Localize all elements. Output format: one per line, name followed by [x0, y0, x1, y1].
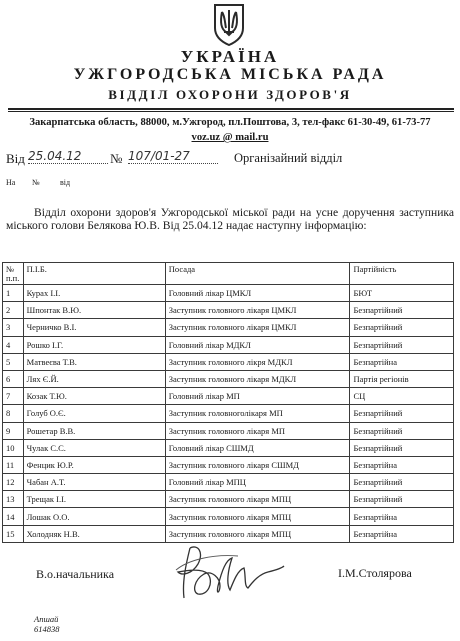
row-name: Чабан А.Т. — [23, 474, 165, 491]
signatory-role: В.о.начальника — [36, 567, 115, 581]
header-party: Партійність — [350, 263, 454, 285]
handwritten-number: 107/01-27 — [128, 149, 218, 164]
row-position: Заступник головноголікаря МП — [165, 405, 350, 422]
row-number: 3 — [3, 319, 24, 336]
on-label: На — [6, 178, 16, 187]
signatory-name: І.М.Столярова — [338, 566, 412, 580]
row-number: 7 — [3, 388, 24, 405]
row-number: 11 — [3, 456, 24, 473]
table-row — [3, 474, 454, 491]
row-party: Безпартійний — [350, 474, 454, 491]
intro-paragraph: Відділ охорони здоров'я Ужгородської міської ради на усне доручення заступника міського голови Белякова Ю.В. Від 25.04.12 надає наступну інформацію: — [6, 206, 454, 233]
row-party: Партія регіонів — [350, 370, 454, 387]
row-position: Головний лікар МПЦ — [165, 474, 350, 491]
row-name: Трещак І.І. — [23, 491, 165, 508]
row-position: Головний лікар СШМД — [165, 439, 350, 456]
row-position: Заступник головного лікаря МДКЛ — [165, 370, 350, 387]
row-party: Безпартійна — [350, 353, 454, 370]
number-label: № — [110, 151, 123, 166]
table-row — [3, 405, 454, 422]
council-heading: УЖГОРОДСЬКА МІСЬКА РАДА — [73, 66, 387, 83]
handwritten-date: 25.04.12 — [28, 149, 108, 164]
header-divider — [8, 108, 454, 110]
row-number: 2 — [3, 302, 24, 319]
row-party: СЦ — [350, 388, 454, 405]
table-row — [3, 388, 454, 405]
row-position: Заступник головного лікаря ЦМКЛ — [165, 319, 350, 336]
email-link[interactable]: voz.uz @ mail.ru — [191, 132, 269, 143]
header-name: П.І.Б. — [23, 263, 165, 285]
row-number: 1 — [3, 285, 24, 302]
row-number: 8 — [3, 405, 24, 422]
row-position: Головний лікар ЦМКЛ — [165, 285, 350, 302]
row-number: 5 — [3, 353, 24, 370]
row-party: БЮТ — [350, 285, 454, 302]
row-name: Фенцик Ю.Р. — [23, 456, 165, 473]
row-name: Черничко В.І. — [23, 319, 165, 336]
address-line: Закарпатська область, 88000, м.Ужгород, пл.Поштова, 3, тел-факс 61-30-49, 61-73-77 — [29, 117, 431, 128]
table-row — [3, 439, 454, 456]
row-party: Безпартійний — [350, 439, 454, 456]
row-position: Заступник головного лікаря МПЦ — [165, 491, 350, 508]
row-name: Шпонтак В.Ю. — [23, 302, 165, 319]
executor-name: Апшай — [34, 614, 59, 624]
header-position: Посада — [165, 263, 350, 285]
executor-block — [34, 614, 60, 634]
row-name: Чулак С.С. — [23, 439, 165, 456]
row-number: 13 — [3, 491, 24, 508]
table-row — [3, 456, 454, 473]
staff-table — [2, 262, 454, 543]
handwritten-signature — [168, 540, 286, 602]
executor-phone: 614838 — [34, 624, 60, 634]
table-row — [3, 285, 454, 302]
header-divider-thin — [8, 111, 454, 112]
row-party: Безпартійний — [350, 422, 454, 439]
row-position: Заступник головного лікаря МПЦ — [165, 525, 350, 542]
row-name: Курах І.І. — [23, 285, 165, 302]
header-number: № п.п. — [3, 263, 24, 285]
row-name: Лях Є.Й. — [23, 370, 165, 387]
row-party: Безпартійний — [350, 336, 454, 353]
row-name: Рошетар В.В. — [23, 422, 165, 439]
row-name: Холодняк Н.В. — [23, 525, 165, 542]
row-number: 4 — [3, 336, 24, 353]
table-header-row — [3, 263, 454, 285]
row-number: 9 — [3, 422, 24, 439]
on-number-label: № — [32, 178, 40, 187]
row-party: Безпартійний — [350, 302, 454, 319]
row-number: 15 — [3, 525, 24, 542]
table-row — [3, 508, 454, 525]
addressee: Організайний відділ — [234, 151, 343, 165]
row-name: Рошко І.Г. — [23, 336, 165, 353]
row-name: Голуб О.Є. — [23, 405, 165, 422]
trident-coat-of-arms-icon — [209, 2, 249, 46]
table-row — [3, 353, 454, 370]
row-position: Головний лікар МДКЛ — [165, 336, 350, 353]
row-number: 10 — [3, 439, 24, 456]
table-row — [3, 336, 454, 353]
row-number: 6 — [3, 370, 24, 387]
row-party: Безпартійний — [350, 491, 454, 508]
row-position: Заступник головного лікаря СШМД — [165, 456, 350, 473]
table-row — [3, 302, 454, 319]
reference-line — [6, 151, 456, 171]
on-from-label: від — [60, 178, 71, 187]
row-position: Заступник головного лікря МДКЛ — [165, 353, 350, 370]
row-party: Безпартійна — [350, 456, 454, 473]
row-number: 14 — [3, 508, 24, 525]
row-name: Козак Т.Ю. — [23, 388, 165, 405]
row-position: Головний лікар МП — [165, 388, 350, 405]
row-party: Безпартійний — [350, 405, 454, 422]
table-row — [3, 491, 454, 508]
row-party: Безпартійна — [350, 525, 454, 542]
country-heading: УКРАЇНА — [180, 47, 280, 66]
row-party: Безпартійна — [350, 508, 454, 525]
row-position: Заступник головного лікаря ЦМКЛ — [165, 302, 350, 319]
table-row — [3, 370, 454, 387]
row-name: Матвеєва Т.В. — [23, 353, 165, 370]
table-row — [3, 319, 454, 336]
row-position: Заступник головного лікаря МПЦ — [165, 508, 350, 525]
row-name: Лошак О.О. — [23, 508, 165, 525]
department-heading: ВІДДІЛ ОХОРОНИ ЗДОРОВ'Я — [108, 87, 352, 102]
from-label: Від — [6, 151, 25, 166]
row-party: Безпартійний — [350, 319, 454, 336]
row-position: Заступник головного лікаря МП — [165, 422, 350, 439]
row-number: 12 — [3, 474, 24, 491]
table-row — [3, 422, 454, 439]
